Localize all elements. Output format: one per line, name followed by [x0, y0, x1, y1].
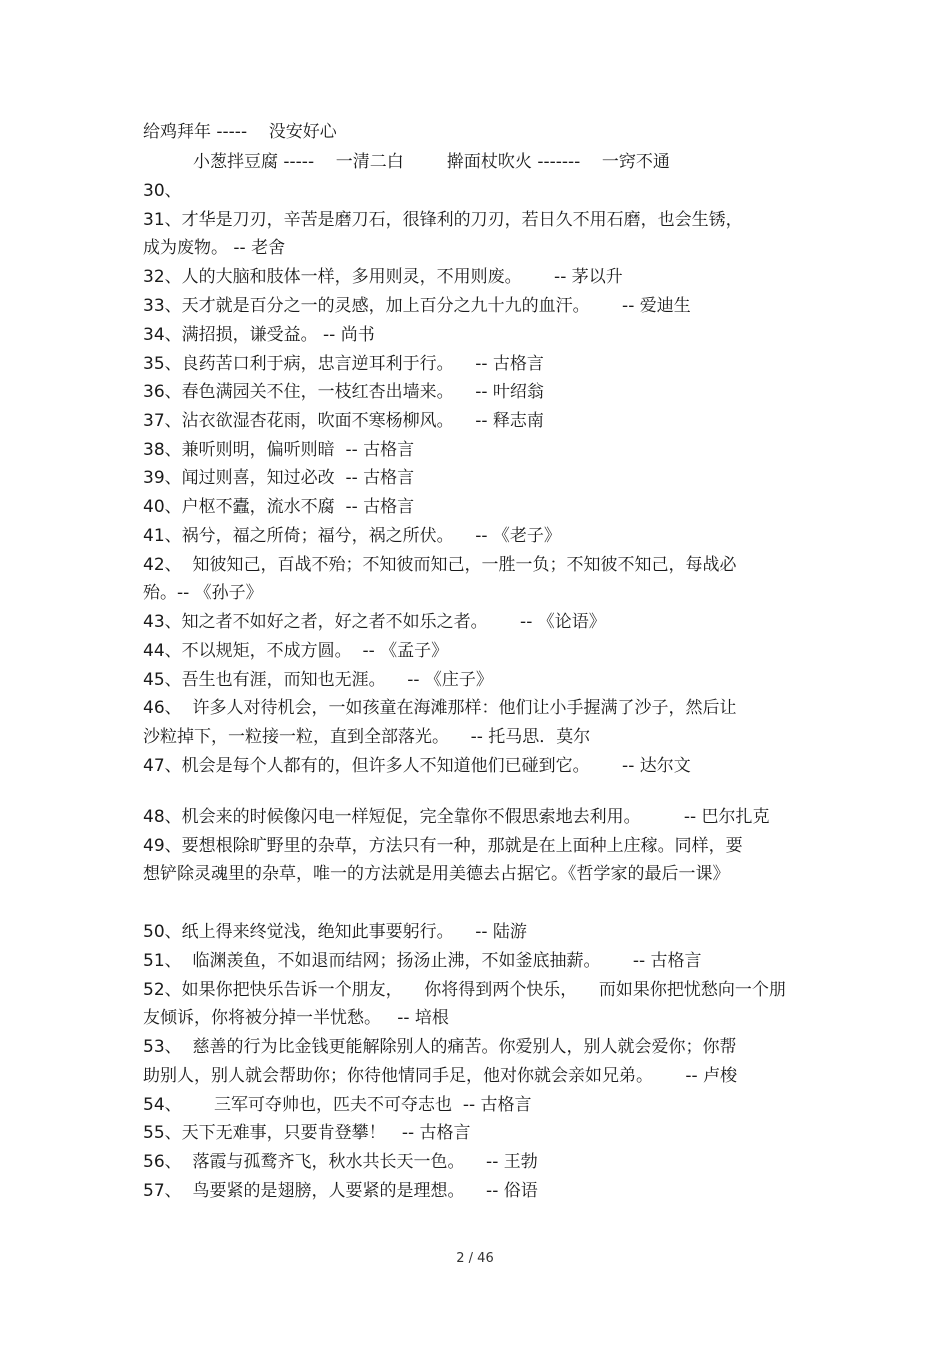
- text-line: 38、兼听则明，偏听则暗 -- 古格言: [143, 440, 415, 460]
- text-line: 42、 知彼知己，百战不殆；不知彼而知己，一胜一负；不知彼不知己，每战必: [143, 555, 737, 575]
- text-line: 54、 三军可夺帅也，匹夫不可夺志也 -- 古格言: [143, 1095, 532, 1115]
- text-line: 45、吾生也有涯，而知也无涯。 -- 《庄子》: [143, 670, 493, 690]
- text-line: 35、良药苦口利于病，忠言逆耳利于行。 -- 古格言: [143, 354, 544, 374]
- text-line: 47、机会是每个人都有的，但许多人不知道他们已碰到它。 -- 达尔文: [143, 756, 691, 776]
- text-line: 52、如果你把快乐告诉一个朋友， 你将得到两个快乐， 而如果你把忧愁向一个朋: [143, 980, 786, 1000]
- text-line: 33、天才就是百分之一的灵感，加上百分之九十九的血汗。 -- 爱迪生: [143, 296, 691, 316]
- page-number: 2 / 46: [456, 1251, 494, 1266]
- text-line: 51、 临渊羡鱼，不如退而结网；扬汤止沸，不如釜底抽薪。 -- 古格言: [143, 951, 702, 971]
- text-line: 36、春色满园关不住，一枝红杏出墙来。 -- 叶绍翁: [143, 382, 544, 402]
- text-line: 想铲除灵魂里的杂草，唯一的方法就是用美德去占据它。《哲学家的最后一课》: [143, 864, 730, 884]
- text-line: 小葱拌豆腐 ----- 一清二白 擀面杖吹火 ------- 一窍不通: [193, 152, 670, 172]
- text-line: 成为废物。 -- 老舍: [143, 238, 286, 258]
- text-line: 沙粒掉下，一粒接一粒，直到全部落光。 -- 托马思．莫尔: [143, 727, 591, 747]
- text-line: 49、要想根除旷野里的杂草，方法只有一种，那就是在上面种上庄稼。同样，要: [143, 836, 743, 856]
- text-line: 39、闻过则喜，知过必改 -- 古格言: [143, 468, 415, 488]
- text-line: 44、不以规矩，不成方圆。 -- 《孟子》: [143, 641, 449, 661]
- text-line: 32、人的大脑和肢体一样，多用则灵，不用则废。 -- 茅以升: [143, 267, 623, 287]
- text-line: 30、: [143, 181, 182, 201]
- text-line: 57、 鸟要紧的是翅膀，人要紧的是理想。 -- 俗语: [143, 1181, 538, 1201]
- text-line: 53、 慈善的行为比金钱更能解除别人的痛苦。你爱别人，别人就会爱你；你帮: [143, 1037, 737, 1057]
- text-line: 助别人，别人就会帮助你；你待他情同手足，他对你就会亲如兄弟。 -- 卢梭: [143, 1066, 738, 1086]
- text-line: 56、 落霞与孤鹜齐飞，秋水共长天一色。 -- 王勃: [143, 1152, 538, 1172]
- text-line: 37、沾衣欲湿杏花雨，吹面不寒杨柳风。 -- 释志南: [143, 411, 544, 431]
- text-line: 34、满招损，谦受益。 -- 尚书: [143, 325, 375, 345]
- text-line: 给鸡拜年 ----- 没安好心: [143, 122, 337, 142]
- text-line: 31、才华是刀刃，辛苦是磨刀石，很锋利的刀刃，若日久不用石磨，也会生锈，: [143, 210, 743, 230]
- text-line: 40、户枢不蠹，流水不腐 -- 古格言: [143, 497, 415, 517]
- text-line: 50、纸上得来终觉浅，绝知此事要躬行。 -- 陆游: [143, 922, 527, 942]
- text-line: 友倾诉，你将被分掉一半忧愁。 -- 培根: [143, 1008, 449, 1028]
- text-line: 46、 许多人对待机会，一如孩童在海滩那样：他们让小手握满了沙子，然后让: [143, 698, 737, 718]
- text-line: 55、天下无难事，只要肯登攀！ -- 古格言: [143, 1123, 471, 1143]
- text-line: 48、机会来的时候像闪电一样短促，完全靠你不假思索地去利用。 -- 巴尔扎克: [143, 807, 770, 827]
- text-line: 43、知之者不如好之者，好之者不如乐之者。 -- 《论语》: [143, 612, 606, 632]
- text-line: 殆。-- 《孙子》: [143, 583, 263, 603]
- text-line: 41、祸兮，福之所倚；福兮，祸之所伏。 -- 《老子》: [143, 526, 561, 546]
